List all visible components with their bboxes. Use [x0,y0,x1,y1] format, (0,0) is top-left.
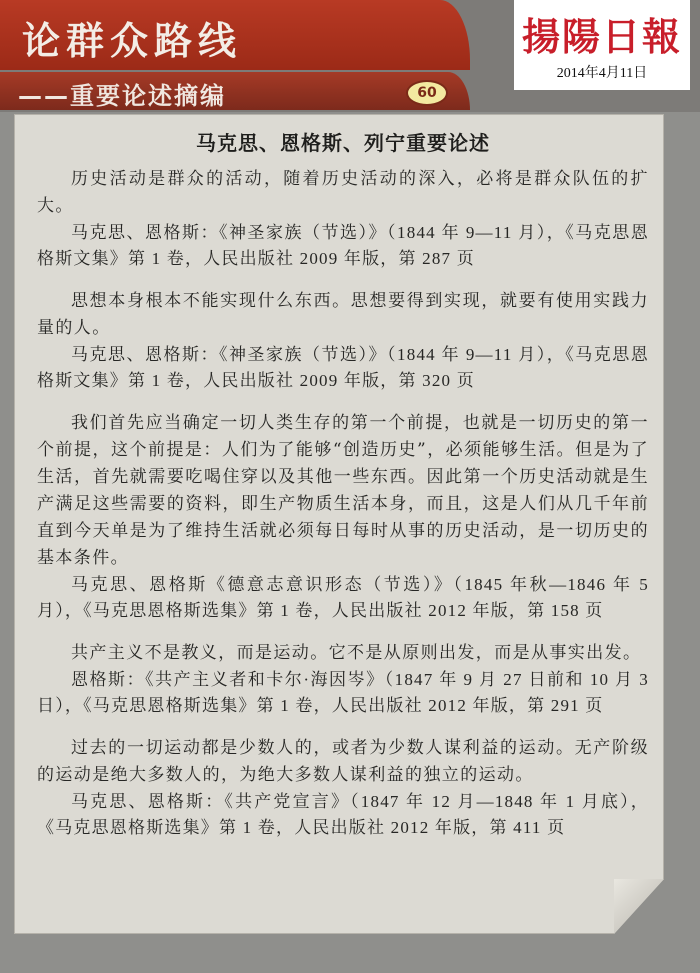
quote-entry [37,288,649,394]
quote-text: 我们首先应当确定一切人类生存的第一个前提，也就是一切历史的第一个前提，这个前提是：人们为了能够“创造历史”，必须能够生活。但是为了生活，首先就需要吃喝住穿以及其他一些东西。因此第一个历史活动就是生产满足这些需要的资料，即生产物质生活本身，而且，这是人们从几千年前直到今天单是为了维持生活就必须每日每时从事的历史活动，是一切历史的基本条件。 [37,413,649,568]
quote-text: 思想本身根本不能实现什么东西。思想要得到实现，就要有使用实践力量的人。 [37,291,649,338]
article-heading: 马克思、恩格斯、列宁重要论述 [196,131,490,155]
newspaper-masthead [514,0,690,90]
quote-source: 马克思、恩格斯：《共产党宣言》（1847 年 12 月—1848 年 1 月底），《马克思恩格斯选集》第 1 卷，人民出版社 2012 年版，第 411 页 [37,792,649,837]
issue-number-badge: 60 [406,80,448,106]
series-title: 论群众路线 [22,19,243,63]
quote-source: 马克思、恩格斯：《神圣家族（节选）》（1844 年 9—11 月），《马克思恩格斯文集》第 1 卷，人民出版社 2009 年版，第 287 页 [37,223,649,268]
quote-text: 共产主义不是教义，而是运动。它不是从原则出发，而是从事实出发。 [71,643,642,663]
quote-entry [37,410,649,624]
sub-title: ——重要论述摘编 [18,82,226,110]
quote-text: 历史活动是群众的活动，随着历史活动的深入，必将是群众队伍的扩大。 [37,169,649,216]
quote-entry [37,640,649,719]
publication-date: 2014年4月11日 [556,66,648,81]
quote-source: 恩格斯：《共产主义者和卡尔·海因岑》（1847 年 9 月 27 日前和 10 月 3 日），《马克思恩格斯选集》第 1 卷，人民出版社 2012 年版，第 291 页 [37,670,649,715]
quote-text: 过去的一切运动都是少数人的，或者为少数人谋利益的运动。无产阶级的运动是绝大多数人的，为绝大多数人谋利益的独立的运动。 [37,738,649,785]
newspaper-name: 揚陽日報 [521,14,682,59]
quote-source: 马克思、恩格斯《德意志意识形态（节选）》（1845 年秋—1846 年 5 月），《马克思恩格斯选集》第 1 卷，人民出版社 2012 年版，第 158 页 [37,575,649,620]
quote-source: 马克思、恩格斯：《神圣家族（节选）》（1844 年 9—11 月），《马克思恩格斯文集》第 1 卷，人民出版社 2009 年版，第 320 页 [37,345,649,390]
quote-entry [37,166,649,272]
article-body [14,114,664,934]
quote-entry [37,735,649,841]
